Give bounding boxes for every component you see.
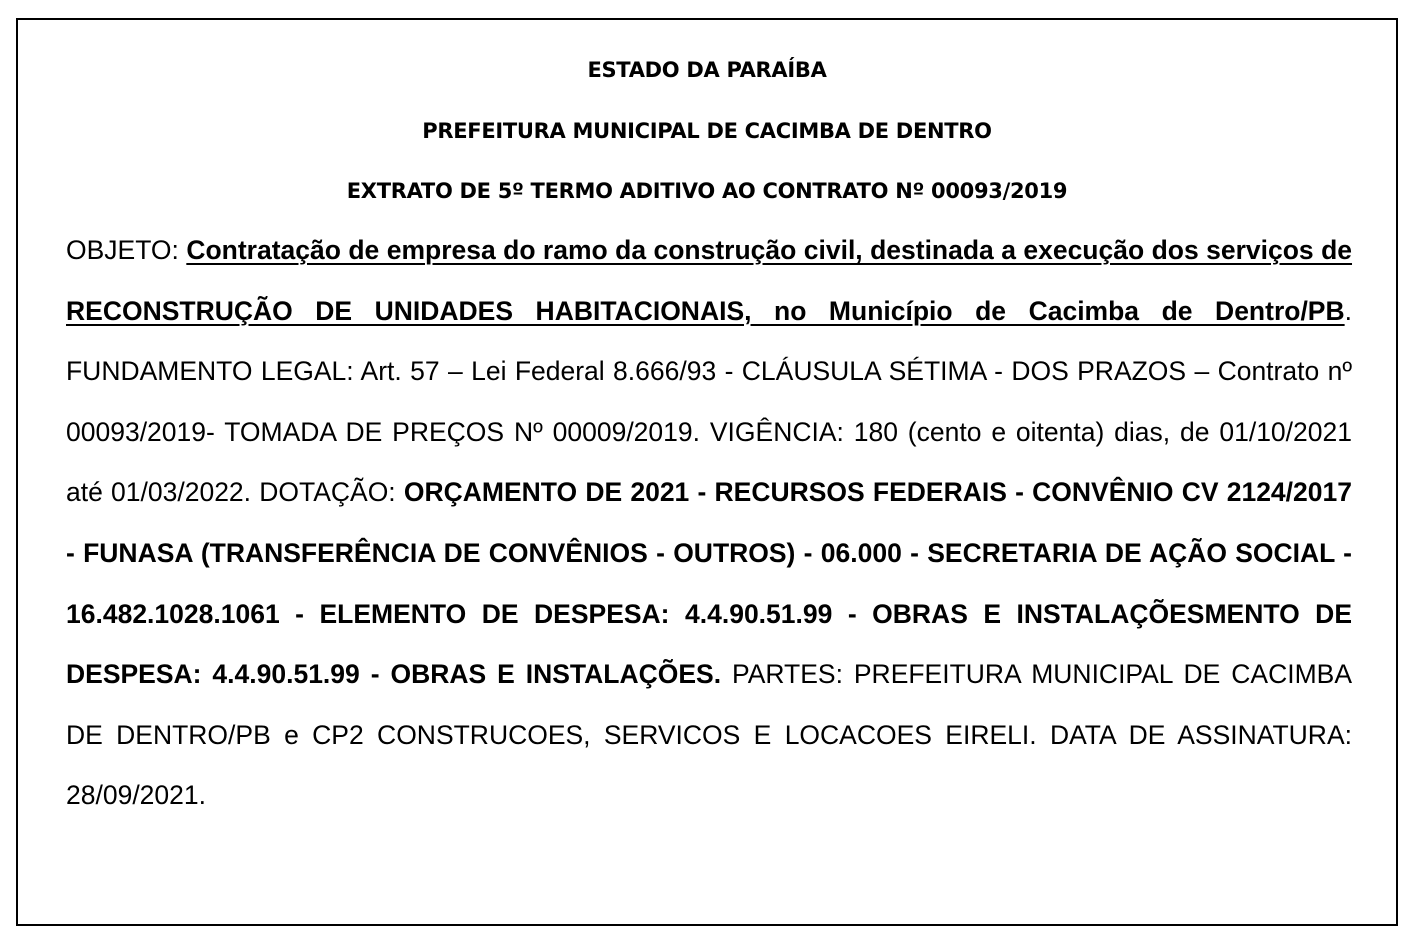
objeto-text: Contratação de empresa do ramo da construção civil, destinada a execução dos serviços de RECONSTRUÇÃO DE UNIDADES HABITACIONAIS, no Município de Cacimba de Dentro/PB [66,235,1353,326]
header-state: ESTADO DA PARAÍBA [587,58,827,82]
partes-text: PARTES: PREFEITURA MUNICIPAL DE CACIMBA DE DENTRO/PB e CP2 CONSTRUCOES, SERVICOS E LOCACOES EIRELI. DATA DE ASSINATURA: 28/09/2021. [66,659,1352,811]
document-frame [16,18,1398,926]
dotacao-text: ORÇAMENTO DE 2021 - RECURSOS FEDERAIS - CONVÊNIO CV 2124/2017 - FUNASA (TRANSFERÊNCIA DE CONVÊNIOS - OUTROS) - 06.000 - SECRETARIA DE AÇÃO SOCIAL - 16.482.1028.1061 - ELEMENTO DE DESPESA: 4.4.90.51.99 - OBRAS E INSTALAÇÕESMENTO DE DESPESA: 4.4.90.51.99 - OBRAS E INSTALAÇÕES. [66,477,1352,690]
header-extract-title: EXTRATO DE 5º TERMO ADITIVO AO CONTRATO Nº 00093/2019 [346,179,1068,203]
extract-body [66,220,1352,826]
objeto-label: OBJETO: [66,235,187,265]
fundamento-text: . FUNDAMENTO LEGAL: Art. 57 – Lei Federal 8.666/93 - CLÁUSULA SÉTIMA - DOS PRAZOS – Contrato nº 00093/2019- TOMADA DE PREÇOS Nº 00009/2019. VIGÊNCIA: 180 (cento e oitenta) dias, de 01/10/2021 até 01/03/2022. DOTAÇÃO: [66,295,1352,508]
header-municipality: PREFEITURA MUNICIPAL DE CACIMBA DE DENTRO [422,119,992,143]
